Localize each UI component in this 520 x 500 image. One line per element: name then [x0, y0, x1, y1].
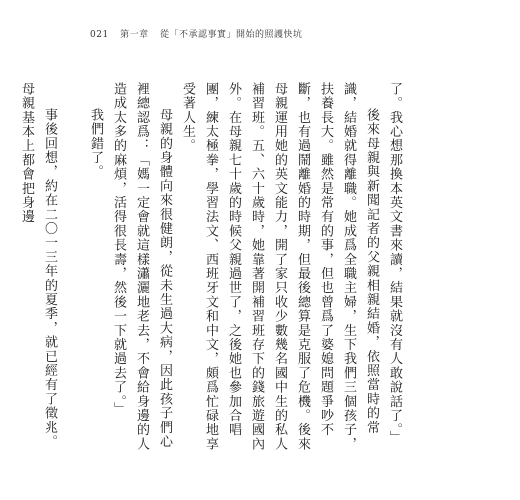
- paragraph: 母親的身體向來很健朗，從未生過大病，因此孩子們心裡總認爲：「媽一定會就這樣瀟灑地老去，不會給身邊的人造成太多的麻煩，活得很長壽，然後一下就過去了。」: [111, 82, 172, 452]
- page-number: 021: [90, 30, 109, 40]
- paragraph: 後來母親與新聞記者的父親相親結婚，依照當時的常識，結婚就得離職。她成爲全職主婦，生下我們三個孩子，扶養長大。雖然是常有的事，但也曾爲了婆媳問題爭吵不斷，也有過鬧離婚的時期，但最後總算是克服了危機。後來母親運用她的英文能力，開了家只收少數幾名國中生的私人補習班。五、六十歲時，她靠著開補習班存下的錢旅遊國內外。在母親七十歲的時候父親過世了，之後她也參加合唱團，練太極拳，學習法文、西班牙文和中文，頗爲忙碌地享受著人生。: [180, 82, 379, 452]
- body-text: [19, 82, 406, 452]
- paragraph: 事後回想，約在二〇一三年的夏季，就已經有了徵兆。母親基本上都會把身邊: [19, 82, 57, 449]
- paragraph: 我們錯了。: [88, 108, 103, 179]
- chapter-label: 第一章: [120, 30, 149, 40]
- running-head: [90, 27, 310, 40]
- chapter-title: 從「不承認事實」開始的照護快坑: [159, 30, 303, 40]
- paragraph-continuation: 了。我心想那換本英文書來讀，結果就沒有人敢說話了。」: [387, 82, 402, 445]
